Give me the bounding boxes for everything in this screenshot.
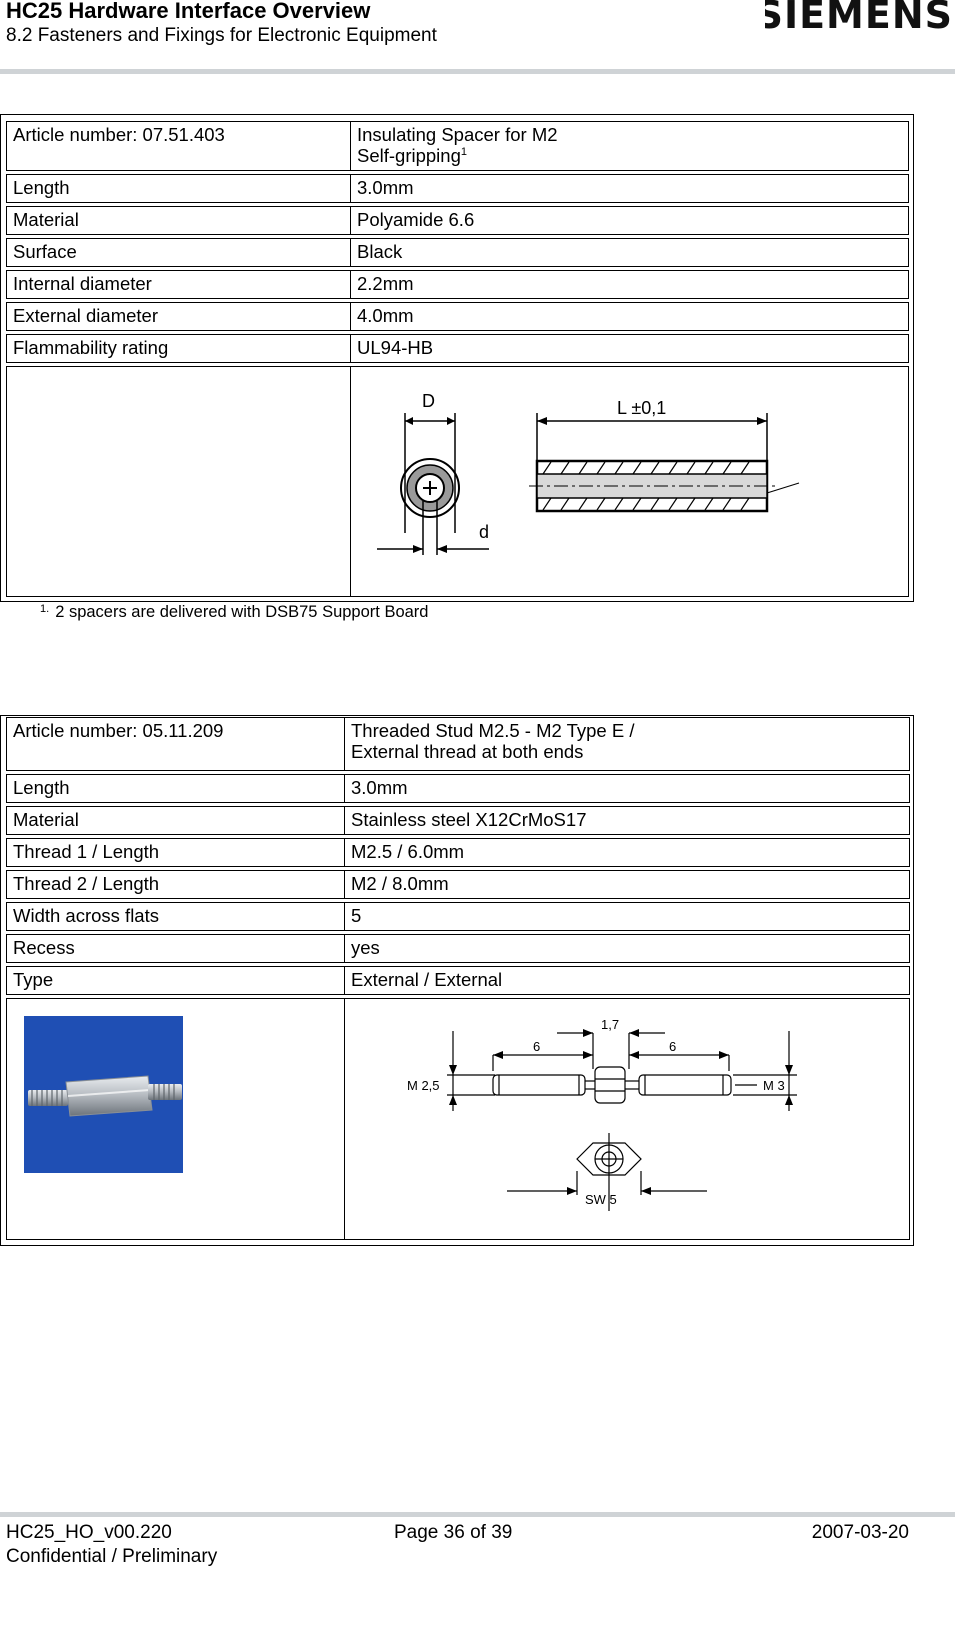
table-row bbox=[6, 774, 910, 803]
row-value: External / External bbox=[351, 969, 503, 990]
section-title: 8.2 Fasteners and Fixings for Electronic Equipment bbox=[6, 25, 437, 46]
document-title: HC25 Hardware Interface Overview bbox=[6, 0, 371, 23]
footer-doc-id: HC25_HO_v00.220 bbox=[6, 1522, 172, 1543]
table-row-drawing bbox=[6, 998, 910, 1240]
footer-rule bbox=[0, 1512, 955, 1517]
footnote-marker: 1. bbox=[40, 603, 50, 615]
row-label: Thread 2 / Length bbox=[13, 873, 160, 894]
table-row bbox=[6, 902, 910, 931]
footnote bbox=[40, 603, 428, 622]
row-value: 2.2mm bbox=[357, 273, 414, 294]
header-rule bbox=[0, 69, 955, 74]
table-row bbox=[6, 934, 910, 963]
row-value: 3.0mm bbox=[357, 177, 414, 198]
siemens-logo bbox=[765, 0, 955, 48]
table-row bbox=[6, 966, 910, 995]
product-name bbox=[351, 122, 908, 170]
row-label: Internal diameter bbox=[13, 273, 152, 294]
row-label: Width across flats bbox=[13, 905, 159, 926]
row-label: Recess bbox=[13, 937, 75, 958]
row-label: Type bbox=[13, 969, 54, 990]
spacer-table bbox=[0, 114, 914, 602]
table-row bbox=[6, 270, 909, 299]
table-row bbox=[6, 870, 910, 899]
row-value: yes bbox=[351, 937, 380, 958]
threaded-stud-drawing bbox=[407, 1011, 847, 1221]
threaded-stud-photo bbox=[24, 1016, 183, 1173]
product-name bbox=[345, 718, 909, 770]
row-label: Flammability rating bbox=[13, 337, 169, 358]
article-number: Article number: 07.51.403 bbox=[13, 124, 225, 145]
row-value: 5 bbox=[351, 905, 362, 926]
footer-page-number: Page 36 of 39 bbox=[394, 1522, 513, 1543]
row-value: Stainless steel X12CrMoS17 bbox=[351, 809, 587, 830]
label-d: d bbox=[479, 522, 490, 542]
row-label: Surface bbox=[13, 241, 77, 262]
row-value: Polyamide 6.6 bbox=[357, 209, 475, 230]
table-row-article bbox=[6, 717, 910, 771]
footnote-text: 2 spacers are delivered with DSB75 Support Board bbox=[55, 603, 429, 621]
footer-confidentiality: Confidential / Preliminary bbox=[6, 1546, 218, 1567]
row-value: 3.0mm bbox=[351, 777, 408, 798]
table-row-article bbox=[6, 121, 909, 171]
label-L: L ±0,1 bbox=[617, 398, 667, 418]
row-value: 4.0mm bbox=[357, 305, 414, 326]
row-label: Material bbox=[13, 209, 79, 230]
row-value: M2.5 / 6.0mm bbox=[351, 841, 465, 862]
row-label: Material bbox=[13, 809, 79, 830]
row-value: Black bbox=[357, 241, 403, 262]
dim-1-7: 1,7 bbox=[601, 1017, 620, 1032]
row-label: External diameter bbox=[13, 305, 158, 326]
row-value: UL94-HB bbox=[357, 337, 434, 358]
row-label: Length bbox=[13, 177, 70, 198]
table-row bbox=[6, 238, 909, 267]
sw-label: SW 5 bbox=[585, 1192, 617, 1207]
table-row bbox=[6, 302, 909, 331]
table-row bbox=[6, 174, 909, 203]
svg-text:SIEMENS: SIEMENS bbox=[765, 0, 953, 37]
table-row-drawing bbox=[6, 366, 909, 597]
thread-left-label: M 2,5 bbox=[407, 1078, 440, 1093]
table-row bbox=[6, 334, 909, 363]
product-line-2: External thread at both ends bbox=[351, 741, 584, 762]
row-label: Length bbox=[13, 777, 70, 798]
thread-right-label: M 3 bbox=[763, 1078, 785, 1093]
threaded-stud-table bbox=[0, 715, 914, 1246]
dim-right-6: 6 bbox=[669, 1039, 677, 1054]
product-line-1: Threaded Stud M2.5 - M2 Type E / bbox=[351, 720, 635, 741]
dim-left-6: 6 bbox=[533, 1039, 541, 1054]
product-line-2: Self-gripping bbox=[357, 145, 461, 166]
table-row bbox=[6, 838, 910, 867]
table-row bbox=[6, 806, 910, 835]
article-number: Article number: 05.11.209 bbox=[13, 720, 224, 741]
table-row bbox=[6, 206, 909, 235]
label-D: D bbox=[422, 391, 435, 411]
spacer-drawing bbox=[367, 383, 807, 583]
row-label: Thread 1 / Length bbox=[13, 841, 160, 862]
product-line-1: Insulating Spacer for M2 bbox=[357, 124, 558, 145]
footnote-ref: 1 bbox=[460, 145, 467, 158]
row-value: M2 / 8.0mm bbox=[351, 873, 449, 894]
footer-date: 2007-03-20 bbox=[811, 1522, 909, 1543]
